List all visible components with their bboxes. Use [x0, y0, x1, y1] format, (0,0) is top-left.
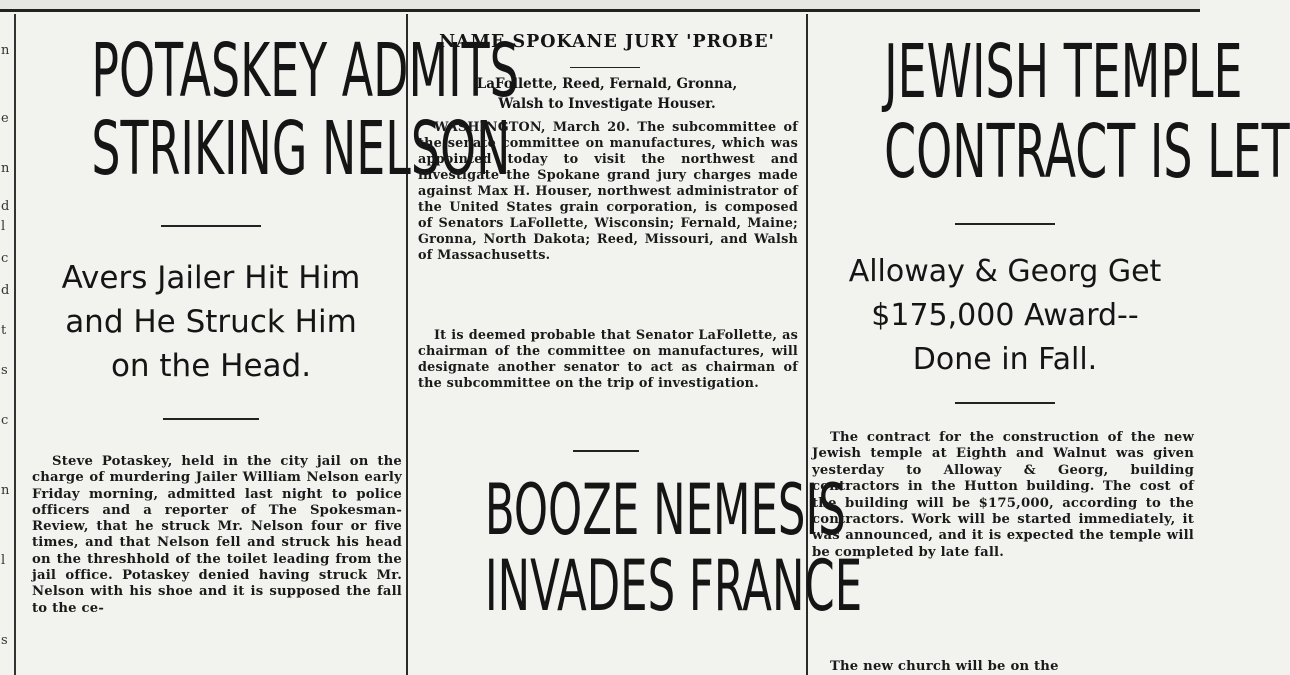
deck-line: on the Head.	[110, 348, 312, 384]
gutter-letter: d	[1, 199, 10, 214]
article-spokane-jury	[410, 14, 863, 675]
deck-line: and He Struck Him	[65, 304, 357, 340]
article-body: The contract for the construction of the new Jewish temple at Eighth and Walnut was given yesterday to Alloway & Georg, building contractors in the Hutton building. The cost of the building will be $175,000, according to the contractors. Work will be started immediately, it was announced, and it is expected the temple will be completed by late fall.	[812, 430, 1194, 560]
gutter-letter: l	[1, 553, 6, 568]
headline-line: INVADES FRANCE	[484, 545, 863, 627]
divider	[955, 402, 1055, 404]
deck-line: $175,000 Award--	[871, 298, 1139, 333]
gutter-letter: c	[1, 251, 9, 266]
subhead: Walsh to Investigate Houser.	[498, 96, 716, 112]
gutter-letter: d	[1, 283, 10, 298]
divider	[570, 67, 640, 68]
divider	[161, 225, 261, 227]
deck-line: Avers Jailer Hit Him	[61, 260, 361, 296]
article-jewish-temple	[810, 14, 1290, 675]
gutter-letter: t	[1, 323, 7, 338]
divider	[163, 418, 259, 420]
headline-line: JEWISH TEMPLE	[884, 29, 1243, 115]
gutter-letter: n	[1, 161, 10, 176]
gutter-letter: s	[1, 363, 8, 378]
article-body: It is deemed probable that Senator LaFollette, as chairman of the committee on manufactures, will designate another senator to act as chairman of the subcommittee on the trip of investigation.	[418, 328, 798, 391]
article-body: The new church will be on the	[830, 659, 1059, 674]
headline: NAME SPOKANE JURY 'PROBE'	[439, 32, 775, 52]
article-potaskey	[18, 14, 519, 675]
gutter-letter: l	[1, 219, 6, 234]
article-body: WASHINGTON, March 20. The subcommittee of the senate committee on manufactures, which was appointed today to visit the northwest and investigate the Spokane grand jury charges made against Max H. Houser, northwest administrator of the United States grain corporation, is composed of Senators LaFollette, Wisconsin; Fernald, Maine; Gronna, North Dakota; Reed, Missouri, and Walsh of Massachusetts.	[418, 120, 798, 263]
subhead: LaFollette, Reed, Fernald, Gronna,	[476, 76, 738, 92]
gutter-letter: n	[1, 483, 10, 498]
divider	[573, 450, 639, 452]
divider	[955, 223, 1055, 225]
left-gutter	[0, 14, 16, 675]
top-border	[0, 0, 1200, 12]
headline-line: POTASKEY ADMITS	[91, 28, 519, 114]
gutter-letter: c	[1, 413, 9, 428]
deck-line: Alloway & Georg Get	[848, 254, 1162, 289]
headline-line: BOOZE NEMESIS	[484, 469, 846, 551]
gutter-letter: s	[1, 633, 8, 648]
article-body: Steve Potaskey, held in the city jail on the charge of murdering Jailer William Nelson early Friday morning, admitted last night to police officers and a reporter of The Spokesman-Review, that he struck Mr. Nelson four or five times, and that Nelson fell and struck his head on the threshhold of the toilet leading from the jail office. Potaskey denied having struck Mr. Nelson with his shoe and it is supposed the fall to the ce-	[32, 454, 402, 616]
headline-line: CONTRACT IS LET	[884, 109, 1290, 195]
gutter-letter: e	[1, 111, 9, 126]
deck-line: Done in Fall.	[912, 342, 1098, 377]
headline-line: STRIKING NELSON	[91, 106, 511, 192]
gutter-letter: n	[1, 43, 10, 58]
